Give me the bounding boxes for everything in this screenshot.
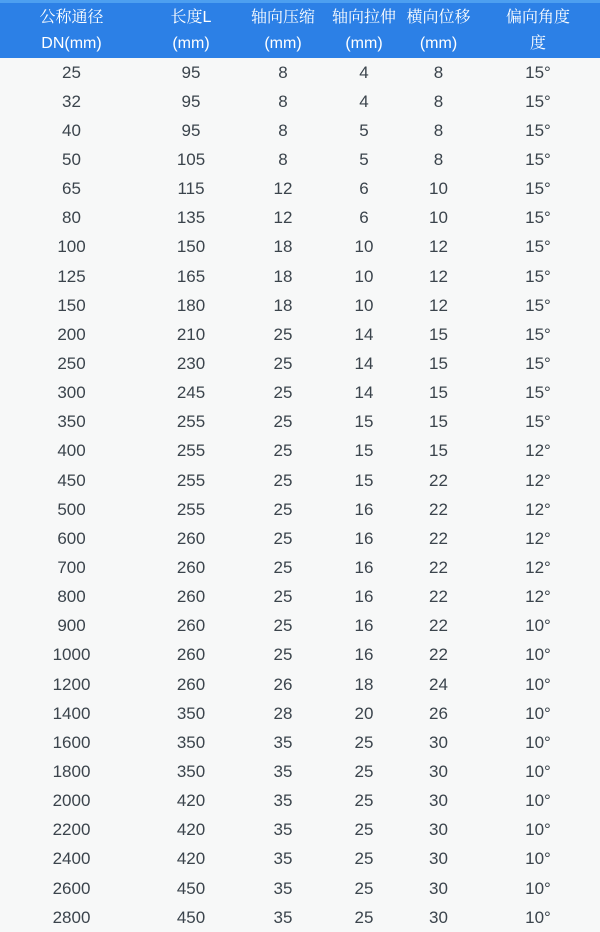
table-cell: 25 [354,791,374,811]
header-cell-length [143,0,239,58]
table-cell: 35 [273,791,293,811]
table-cell: 15° [525,324,551,344]
table-cell: 12° [525,587,551,607]
table-cell: 260 [176,528,206,548]
table-row [0,233,600,262]
table-cell: 12° [525,441,551,461]
table-row [0,175,600,204]
table-row [0,845,600,874]
table-cell: 10° [525,791,551,811]
table-cell: 15 [354,412,374,432]
table-row [0,641,600,670]
header-line2: DN(mm) [41,34,102,52]
table-cell: 260 [176,674,206,694]
table-cell: 10 [429,208,448,228]
header-cell-axial-extension [327,0,401,58]
table-cell: 80 [62,208,81,228]
table-cell: 14 [354,383,374,403]
table-cell: 150 [176,237,206,257]
table-cell: 25 [273,645,293,665]
table-cell: 260 [176,616,206,636]
table-cell: 26 [273,674,293,694]
table-cell: 30 [429,761,448,781]
table-cell: 250 [57,353,86,373]
table-cell: 150 [57,295,86,315]
table-cell: 22 [429,616,448,636]
table-row [0,699,600,728]
table-row [0,437,600,466]
table-cell: 15 [354,470,374,490]
table-cell: 12° [525,499,551,519]
table-row [0,612,600,641]
table-cell: 24 [429,674,448,694]
table-cell: 20 [354,703,374,723]
table-cell: 450 [57,470,86,490]
table-cell: 15 [429,441,448,461]
table-cell: 350 [176,761,206,781]
header-line1: 长度L [170,8,212,26]
table-cell: 16 [354,499,374,519]
table-header [0,0,600,58]
table-row [0,58,600,87]
header-line1: 轴向拉伸 [331,8,396,26]
table-row [0,728,600,757]
table-row [0,874,600,903]
table-cell: 25 [273,383,293,403]
table-cell: 260 [176,645,206,665]
table-cell: 50 [62,149,81,169]
table-cell: 12 [273,179,293,199]
table-cell: 6 [359,208,369,228]
table-cell: 25 [354,849,374,869]
table-body [0,58,600,932]
table-cell: 35 [273,732,293,752]
table-cell: 1600 [52,732,91,752]
header-line1: 横向位移 [406,8,471,26]
table-cell: 105 [176,149,206,169]
table-cell: 15 [429,353,448,373]
table-cell: 100 [57,237,86,257]
table-cell: 35 [273,820,293,840]
table-cell: 10° [525,616,551,636]
table-cell: 22 [429,645,448,665]
table-cell: 400 [57,441,86,461]
table-cell: 25 [273,528,293,548]
table-cell: 230 [176,353,206,373]
table-cell: 600 [57,528,86,548]
table-cell: 260 [176,557,206,577]
table-cell: 25 [273,441,293,461]
table-cell: 28 [273,703,293,723]
table-cell: 18 [354,674,374,694]
table-cell: 8 [278,120,288,140]
table-cell: 210 [176,324,206,344]
table-row [0,495,600,524]
table-cell: 350 [176,703,206,723]
table-cell: 12° [525,470,551,490]
table-cell: 22 [429,528,448,548]
table-cell: 15° [525,412,551,432]
table-row [0,291,600,320]
table-cell: 245 [176,383,206,403]
table-cell: 200 [57,324,86,344]
table-cell: 420 [176,849,206,869]
table-cell: 30 [429,732,448,752]
table-cell: 260 [176,587,206,607]
table-cell: 15° [525,353,551,373]
table-cell: 6 [359,179,369,199]
table-cell: 22 [429,587,448,607]
table-cell: 12° [525,528,551,548]
table-cell: 10° [525,703,551,723]
table-cell: 10° [525,761,551,781]
table-cell: 22 [429,499,448,519]
table-cell: 25 [273,499,293,519]
table-cell: 12 [429,295,448,315]
table-cell: 10° [525,820,551,840]
table-cell: 15 [429,412,448,432]
table-cell: 12° [525,557,551,577]
table-cell: 2800 [52,907,91,927]
header-cell-nominal-diameter [0,0,143,58]
table-cell: 1400 [52,703,91,723]
table-cell: 255 [176,441,206,461]
table-cell: 65 [62,179,81,199]
table-cell: 25 [354,820,374,840]
table-cell: 350 [176,732,206,752]
table-cell: 32 [62,91,81,111]
table-cell: 450 [176,878,206,898]
table-row [0,408,600,437]
table-cell: 18 [273,266,293,286]
table-cell: 8 [433,62,444,82]
table-cell: 15° [525,120,551,140]
table-cell: 135 [176,208,206,228]
table-cell: 16 [354,616,374,636]
table-row [0,87,600,116]
table-cell: 420 [176,791,206,811]
table-cell: 255 [176,470,206,490]
table-cell: 10° [525,849,551,869]
table-row [0,262,600,291]
table-cell: 8 [278,149,288,169]
table-row [0,524,600,553]
table-cell: 18 [273,295,293,315]
table-cell: 15° [525,383,551,403]
table-cell: 10 [429,179,448,199]
table-row [0,553,600,582]
table-cell: 14 [354,324,374,344]
table-cell: 35 [273,878,293,898]
table-cell: 5 [359,149,369,169]
table-cell: 15° [525,91,551,111]
table-row [0,379,600,408]
table-cell: 40 [62,120,81,140]
table-cell: 12 [273,208,293,228]
table-cell: 26 [429,703,448,723]
table-cell: 10° [525,674,551,694]
table-cell: 12 [429,237,448,257]
table-cell: 8 [278,91,288,111]
header-line2: (mm) [172,34,210,52]
table-cell: 30 [429,907,448,927]
table-cell: 14 [354,353,374,373]
table-cell: 30 [429,791,448,811]
table-cell: 35 [273,907,293,927]
table-cell: 10° [525,878,551,898]
table-cell: 15° [525,295,551,315]
table-cell: 30 [429,820,448,840]
table-cell: 95 [181,91,201,111]
table-cell: 16 [354,528,374,548]
table-row [0,903,600,932]
table-cell: 4 [359,91,369,111]
table-row [0,145,600,174]
table-row [0,787,600,816]
table-cell: 35 [273,849,293,869]
table-cell: 15° [525,149,551,169]
table-cell: 95 [181,120,201,140]
table-cell: 2400 [52,849,91,869]
table-cell: 2000 [52,791,91,811]
table-cell: 16 [354,557,374,577]
table-row [0,349,600,378]
table-cell: 15 [354,441,374,461]
table-cell: 22 [429,557,448,577]
table-cell: 15° [525,237,551,257]
table-row [0,816,600,845]
table-cell: 10° [525,732,551,752]
header-line2: (mm) [419,34,458,52]
table-cell: 25 [273,324,293,344]
table-cell: 15° [525,179,551,199]
table-cell: 8 [433,149,444,169]
table-cell: 165 [176,266,206,286]
table-cell: 10 [354,237,374,257]
table-cell: 22 [429,470,448,490]
table-cell: 180 [176,295,206,315]
table-cell: 25 [273,470,293,490]
table-cell: 8 [433,120,444,140]
table-row [0,583,600,612]
header-line2: 度 [529,34,546,52]
table-cell: 800 [57,587,86,607]
table-cell: 35 [273,761,293,781]
table-cell: 95 [181,62,201,82]
table-cell: 1200 [52,674,91,694]
table-cell: 10° [525,907,551,927]
table-row [0,757,600,786]
table-cell: 900 [57,616,86,636]
table-cell: 30 [429,849,448,869]
table-cell: 25 [62,62,81,82]
table-cell: 115 [177,179,205,199]
table-cell: 25 [273,412,293,432]
table-row [0,204,600,233]
table-cell: 25 [354,761,374,781]
table-cell: 500 [57,499,86,519]
table-cell: 2600 [52,878,91,898]
table-cell: 16 [354,587,374,607]
table-cell: 5 [359,120,369,140]
table-cell: 300 [57,383,86,403]
table-cell: 25 [354,732,374,752]
table-cell: 255 [176,412,206,432]
table-cell: 15° [525,62,551,82]
table-row [0,670,600,699]
table-cell: 10 [354,266,374,286]
table-cell: 25 [273,616,293,636]
table-cell: 125 [57,266,86,286]
table-cell: 2200 [52,820,91,840]
table-cell: 12 [429,266,448,286]
header-cell-axial-compression [239,0,327,58]
header-line2: (mm) [264,34,302,52]
table-cell: 1000 [52,645,91,665]
table-cell: 16 [354,645,374,665]
table-cell: 350 [57,412,86,432]
table-cell: 25 [273,557,293,577]
table-cell: 25 [354,878,374,898]
table-cell: 10 [354,295,374,315]
table-cell: 4 [359,62,369,82]
table-row [0,320,600,349]
header-line1: 轴向压缩 [250,8,315,26]
table-cell: 25 [273,353,293,373]
table-cell: 25 [354,907,374,927]
table-cell: 10° [525,645,551,665]
table-cell: 255 [176,499,206,519]
table-cell: 700 [57,557,86,577]
table-cell: 15° [525,266,551,286]
table-cell: 18 [273,237,293,257]
header-cell-lateral-displacement [401,0,476,58]
table-cell: 8 [433,91,444,111]
table-cell: 25 [273,587,293,607]
table-cell: 15 [429,324,448,344]
table-cell: 30 [429,878,448,898]
table-cell: 15° [525,208,551,228]
table-row [0,116,600,145]
header-line2: (mm) [345,34,383,52]
header-cell-deflection-angle [476,0,600,58]
table-row [0,466,600,495]
table-cell: 8 [278,62,288,82]
table-cell: 1800 [52,761,91,781]
table-cell: 420 [176,820,206,840]
header-line1: 偏向角度 [505,8,570,26]
table-cell: 450 [176,907,206,927]
table-cell: 15 [429,383,448,403]
header-line1: 公称通径 [39,8,104,26]
